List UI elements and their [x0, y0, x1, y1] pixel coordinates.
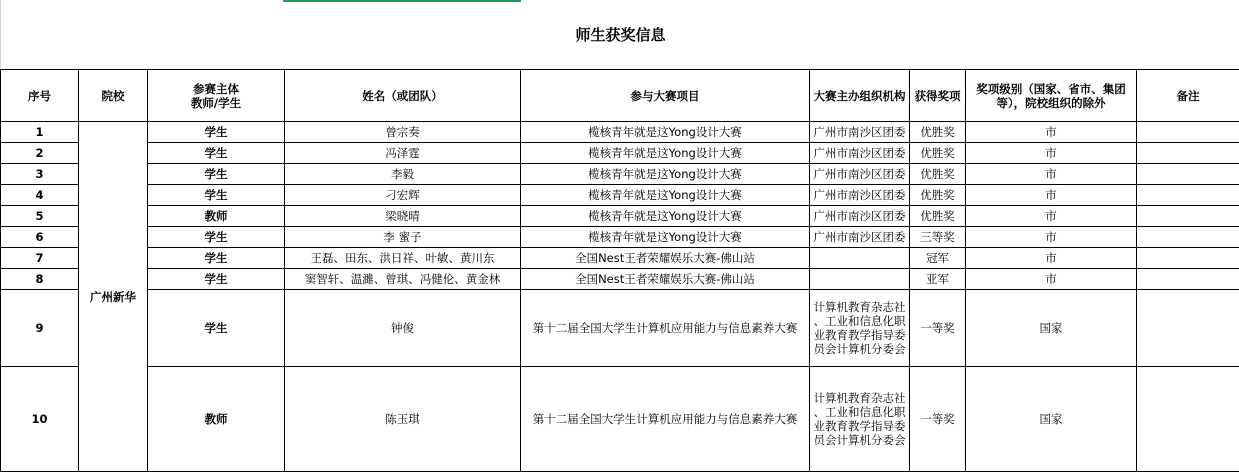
- cell-subject[interactable]: 学生: [148, 269, 285, 290]
- cell-note[interactable]: [1137, 122, 1239, 143]
- header-subject[interactable]: [148, 70, 285, 122]
- header-name[interactable]: 姓名（或团队）: [285, 70, 521, 122]
- header-organizer[interactable]: 大赛主办组织机构: [810, 70, 910, 122]
- organizer-line: 业教育教学指导委: [813, 419, 906, 433]
- header-award[interactable]: 获得奖项: [910, 70, 966, 122]
- cell-subject[interactable]: 教师: [148, 206, 285, 227]
- cell-name[interactable]: 李毅: [285, 164, 521, 185]
- cell-note[interactable]: [1137, 206, 1239, 227]
- cell-seq[interactable]: 5: [1, 206, 79, 227]
- cell-level[interactable]: 市: [966, 122, 1137, 143]
- cell-name[interactable]: 梁晓晴: [285, 206, 521, 227]
- cell-seq[interactable]: 3: [1, 164, 79, 185]
- cell-level[interactable]: 市: [966, 164, 1137, 185]
- cell-subject[interactable]: 学生: [148, 143, 285, 164]
- table-row: [1, 248, 1239, 269]
- organizer-line: 计算机教育杂志社: [813, 391, 906, 405]
- cell-award[interactable]: 一等奖: [910, 367, 966, 472]
- cell-subject[interactable]: 学生: [148, 185, 285, 206]
- table-row: [1, 143, 1239, 164]
- cell-level[interactable]: 市: [966, 269, 1137, 290]
- header-subject-line1: 参赛主体: [193, 81, 239, 96]
- cell-note[interactable]: [1137, 269, 1239, 290]
- cell-name[interactable]: 钟俊: [285, 290, 521, 367]
- cell-seq[interactable]: 10: [1, 367, 79, 472]
- cell-name[interactable]: 王磊、田东、洪日祥、叶敏、黄川东: [285, 248, 521, 269]
- cell-award[interactable]: 优胜奖: [910, 143, 966, 164]
- cell-project[interactable]: 榄核青年就是这Yong设计大赛: [521, 164, 810, 185]
- cell-note[interactable]: [1137, 367, 1239, 472]
- organizer-line: 员会计算机分委会: [813, 433, 906, 447]
- cell-organizer[interactable]: [810, 367, 910, 472]
- cell-note[interactable]: [1137, 143, 1239, 164]
- awards-table: [0, 69, 1239, 472]
- cell-seq[interactable]: 4: [1, 185, 79, 206]
- cell-organizer[interactable]: 广州市南沙区团委: [810, 206, 910, 227]
- header-school[interactable]: 院校: [79, 70, 148, 122]
- header-row: [1, 70, 1239, 122]
- cell-level[interactable]: 国家: [966, 290, 1137, 367]
- cell-award[interactable]: 一等奖: [910, 290, 966, 367]
- title-area: [0, 0, 1239, 69]
- cell-subject[interactable]: 学生: [148, 290, 285, 367]
- cell-organizer[interactable]: 广州市南沙区团委: [810, 227, 910, 248]
- table-row: [1, 164, 1239, 185]
- organizer-line: 计算机教育杂志社: [813, 300, 906, 314]
- cell-award[interactable]: 优胜奖: [910, 122, 966, 143]
- cell-organizer[interactable]: 广州市南沙区团委: [810, 164, 910, 185]
- header-level-line1: 奖项级别（国家、省市、集团: [976, 81, 1126, 96]
- cell-seq[interactable]: 9: [1, 290, 79, 367]
- organizer-line: 、工业和信息化职: [813, 405, 906, 419]
- header-level-line2: 等），院校组织的除外: [996, 95, 1106, 110]
- cell-school[interactable]: 广州新华: [79, 122, 148, 472]
- cell-seq[interactable]: 1: [1, 122, 79, 143]
- cell-subject[interactable]: 学生: [148, 248, 285, 269]
- cell-subject[interactable]: 学生: [148, 122, 285, 143]
- cell-award[interactable]: 冠军: [910, 248, 966, 269]
- cell-name[interactable]: 冯泽霆: [285, 143, 521, 164]
- cell-award[interactable]: 优胜奖: [910, 185, 966, 206]
- organizer-line: 业教育教学指导委: [813, 328, 906, 342]
- cell-organizer[interactable]: [810, 290, 910, 367]
- table-row: [1, 122, 1239, 143]
- cell-award[interactable]: 亚军: [910, 269, 966, 290]
- cell-project[interactable]: 榄核青年就是这Yong设计大赛: [521, 206, 810, 227]
- cell-project[interactable]: 榄核青年就是这Yong设计大赛: [521, 227, 810, 248]
- organizer-line: 、工业和信息化职: [813, 314, 906, 328]
- cell-organizer[interactable]: 广州市南沙区团委: [810, 122, 910, 143]
- header-seq[interactable]: 序号: [1, 70, 79, 122]
- cell-organizer[interactable]: [810, 269, 910, 290]
- header-level[interactable]: [966, 70, 1137, 122]
- cell-project[interactable]: 榄核青年就是这Yong设计大赛: [521, 185, 810, 206]
- cell-seq[interactable]: 6: [1, 227, 79, 248]
- cell-name[interactable]: 窦智轩、温濉、曾琪、冯健伦、黄金林: [285, 269, 521, 290]
- table-row: [1, 290, 1239, 367]
- table-row: [1, 206, 1239, 227]
- cell-project[interactable]: 全国Nest王者荣耀娱乐大赛-佛山站: [521, 269, 810, 290]
- table-row: [1, 269, 1239, 290]
- cell-note[interactable]: [1137, 227, 1239, 248]
- sheet-title: 师生获奖信息: [575, 26, 666, 44]
- cell-level[interactable]: 市: [966, 206, 1137, 227]
- cell-seq[interactable]: 7: [1, 248, 79, 269]
- cell-project[interactable]: 全国Nest王者荣耀娱乐大赛-佛山站: [521, 248, 810, 269]
- cell-level[interactable]: 国家: [966, 367, 1137, 472]
- cell-note[interactable]: [1137, 290, 1239, 367]
- cell-name[interactable]: 曾宗奏: [285, 122, 521, 143]
- cell-seq[interactable]: 2: [1, 143, 79, 164]
- organizer-line: 员会计算机分委会: [813, 342, 906, 356]
- cell-organizer[interactable]: 广州市南沙区团委: [810, 185, 910, 206]
- cell-level[interactable]: 市: [966, 227, 1137, 248]
- cell-subject[interactable]: 学生: [148, 164, 285, 185]
- cell-note[interactable]: [1137, 164, 1239, 185]
- cell-note[interactable]: [1137, 185, 1239, 206]
- cell-project[interactable]: 榄核青年就是这Yong设计大赛: [521, 143, 810, 164]
- cell-award[interactable]: 优胜奖: [910, 206, 966, 227]
- header-note[interactable]: 备注: [1137, 70, 1239, 122]
- table-row: [1, 227, 1239, 248]
- table-row: [1, 185, 1239, 206]
- table-row: [1, 367, 1239, 472]
- cell-award[interactable]: 优胜奖: [910, 164, 966, 185]
- cell-name[interactable]: 李 蜜子: [285, 227, 521, 248]
- cell-seq[interactable]: 8: [1, 269, 79, 290]
- cell-subject[interactable]: 教师: [148, 367, 285, 472]
- cell-level[interactable]: 市: [966, 248, 1137, 269]
- cell-project[interactable]: 第十二届全国大学生计算机应用能力与信息素养大赛: [521, 290, 810, 367]
- cell-project[interactable]: 榄核青年就是这Yong设计大赛: [521, 122, 810, 143]
- cell-level[interactable]: 市: [966, 143, 1137, 164]
- cell-level[interactable]: 市: [966, 185, 1137, 206]
- header-subject-line2: 教师/学生: [190, 95, 242, 110]
- cell-subject[interactable]: 学生: [148, 227, 285, 248]
- cell-name[interactable]: 刁宏辉: [285, 185, 521, 206]
- cell-award[interactable]: 三等奖: [910, 227, 966, 248]
- cell-name[interactable]: 陈玉琪: [285, 367, 521, 472]
- cell-note[interactable]: [1137, 248, 1239, 269]
- cell-organizer[interactable]: [810, 248, 910, 269]
- cell-project[interactable]: 第十二届全国大学生计算机应用能力与信息素养大赛: [521, 367, 810, 472]
- header-project[interactable]: 参与大赛项目: [521, 70, 810, 122]
- cell-organizer[interactable]: 广州市南沙区团委: [810, 143, 910, 164]
